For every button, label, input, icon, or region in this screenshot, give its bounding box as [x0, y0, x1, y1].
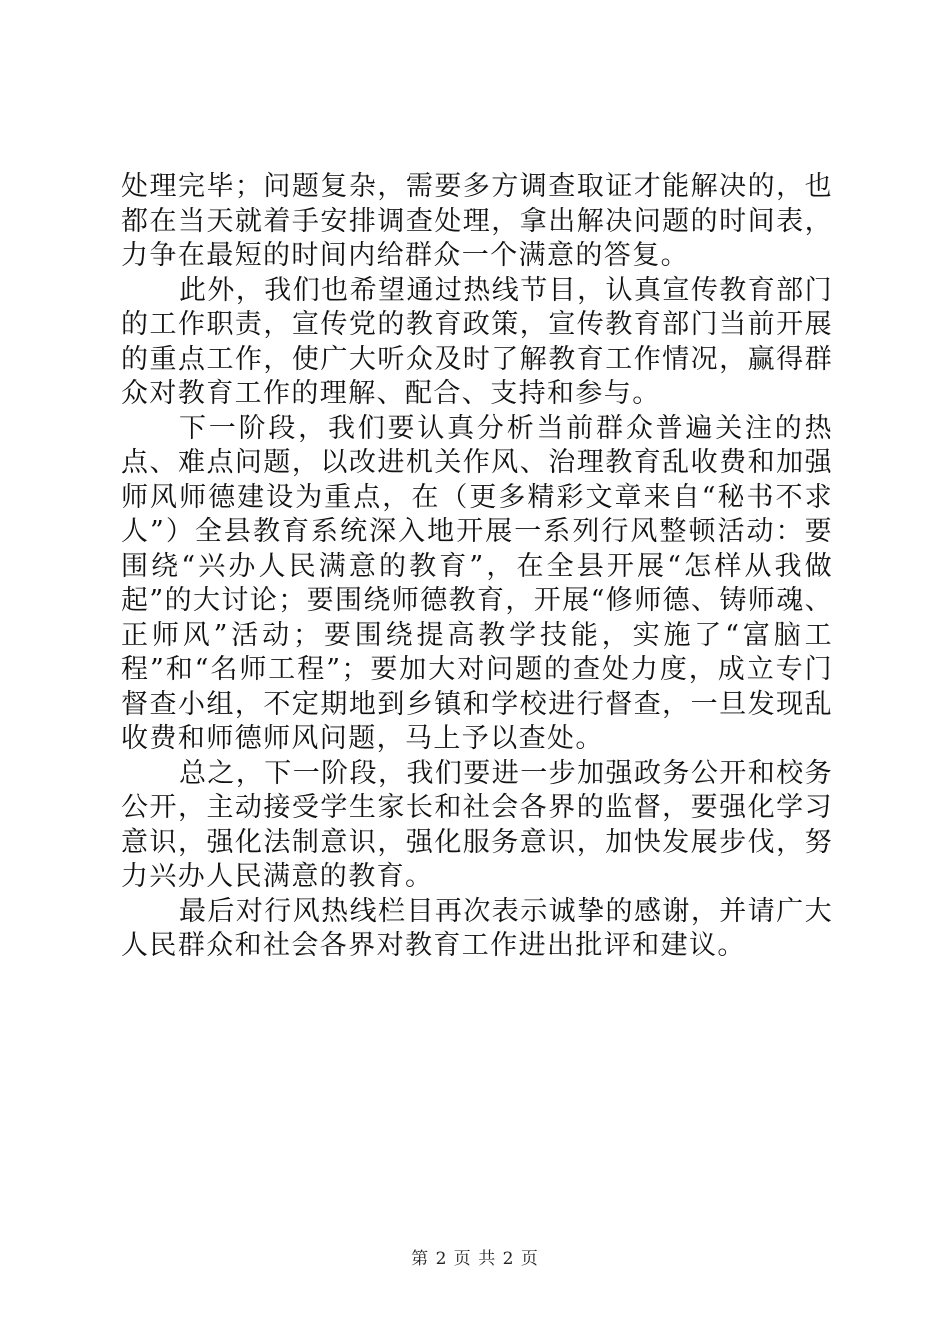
page-number-footer: 第 2 页 共 2 页 — [411, 1249, 539, 1269]
paragraph-continuation: 处理完毕；问题复杂，需要多方调查取证才能解决的，也都在当天就着手安排调查处理，拿出解决问题的时间表，力争在最短的时间内给群众一个满意的答复。 — [121, 171, 833, 271]
document-body — [121, 170, 833, 964]
paragraph-closing: 最后对行风热线栏目再次表示诚挚的感谢，并请广大人民群众和社会各界对教育工作进出批评和建议。 — [121, 895, 833, 961]
paragraph-next-stage: 下一阶段，我们要认真分析当前群众普遍关注的热点、难点问题，以改进机关作风、治理教育乱收费和加强师风师德建设为重点，在（更多精彩文章来自“秘书不求人”）全县教育系统深入地开展一系列行风整顿活动：要围绕“兴办人民满意的教育”，在全县开展“怎样从我做起”的大讨论；要围绕师德教育，开展“修师德、铸师魂、正师风”活动；要围绕提高教学技能，实施了“富脑工程”和“名师工程”；要加大对问题的查处力度，成立专门督查小组，不定期地到乡镇和学校进行督查，一旦发现乱收费和师德师风问题，马上予以查处。 — [121, 412, 834, 754]
paragraph-publicity: 此外，我们也希望通过热线节目，认真宣传教育部门的工作职责，宣传党的教育政策，宣传教育部门当前开展的重点工作，使广大听众及时了解教育工作情况，赢得群众对教育工作的理解、配合、支持和参与。 — [121, 274, 833, 409]
paragraph-summary: 总之，下一阶段，我们要进一步加强政务公开和校务公开，主动接受学生家长和社会各界的监督，要强化学习意识，强化法制意识，强化服务意识，加快发展步伐，努力兴办人民满意的教育。 — [121, 757, 833, 892]
